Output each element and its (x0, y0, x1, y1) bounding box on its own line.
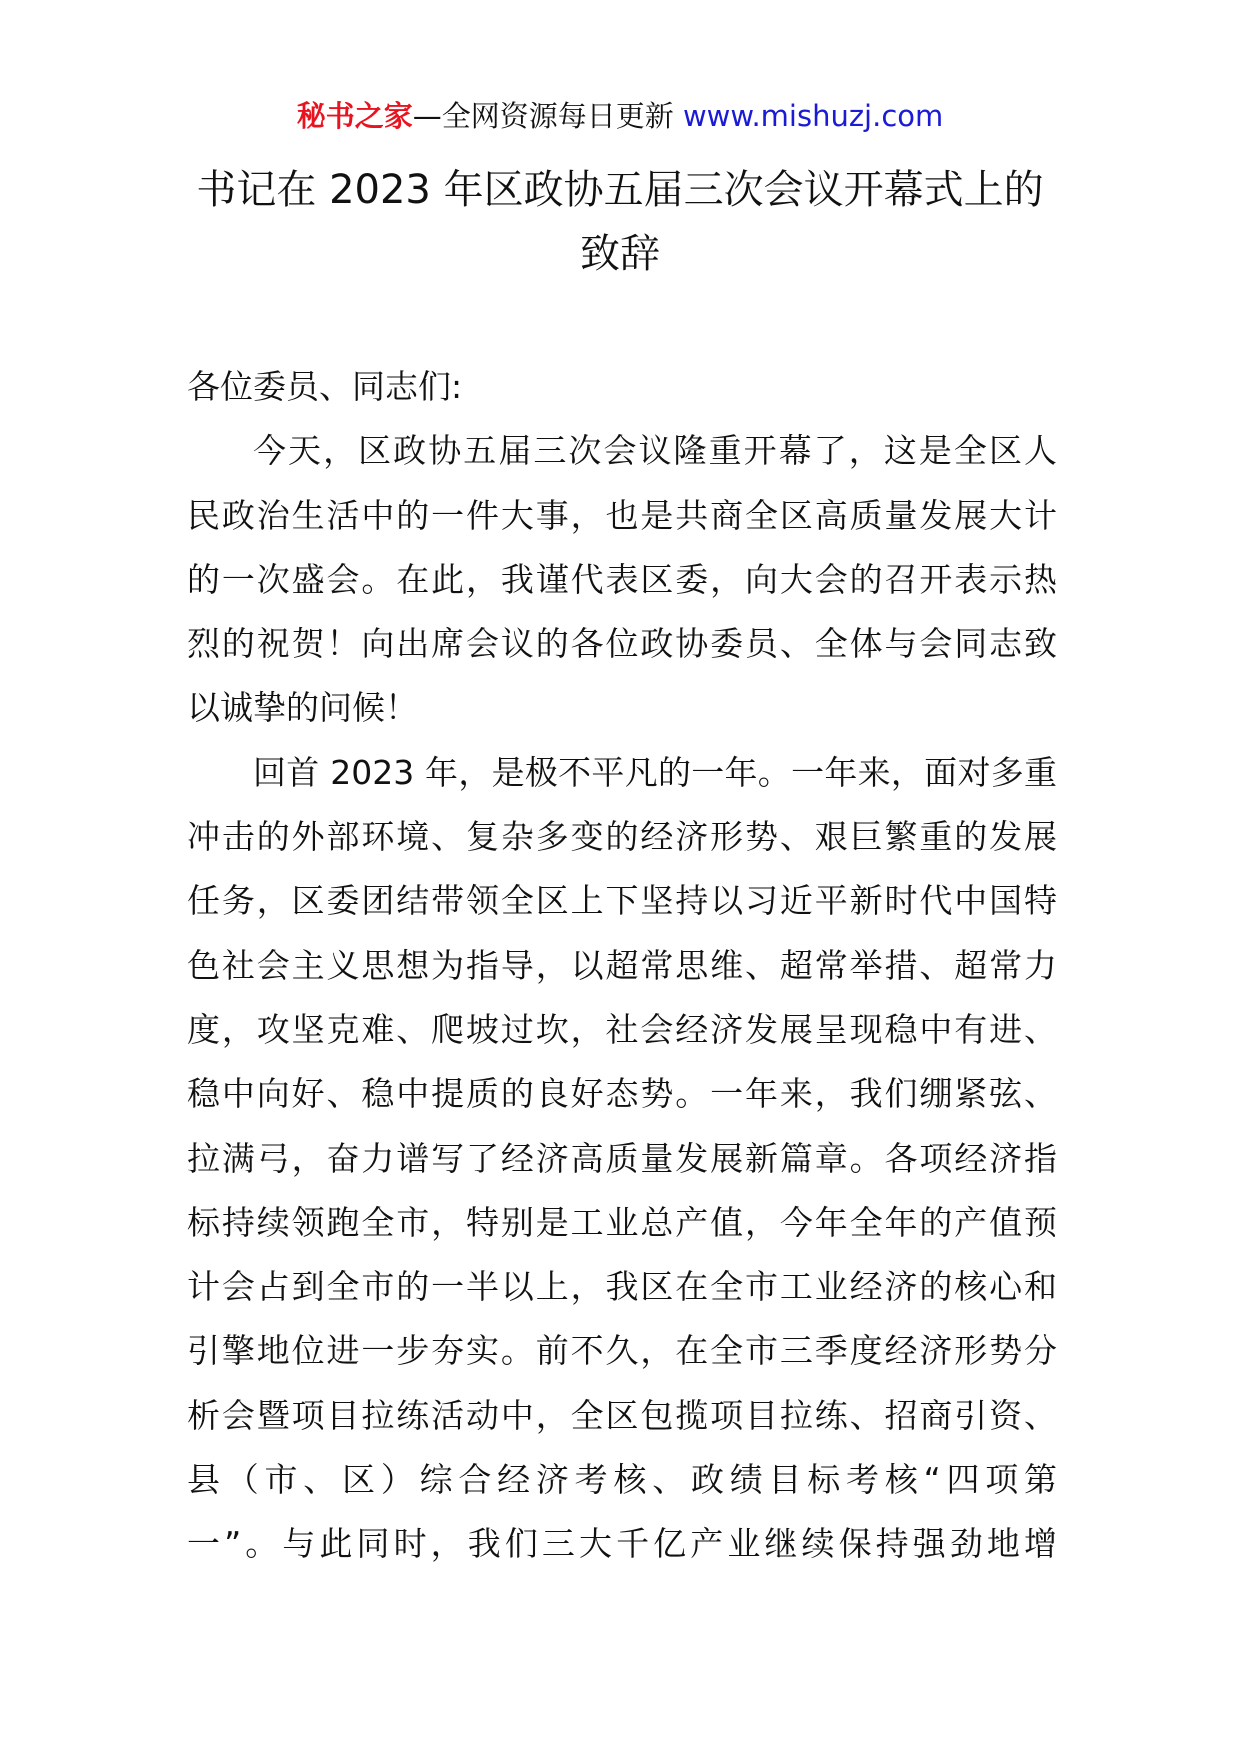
paragraph-2-line: 任务，区委团结带领全区上下坚持以习近平新时代中国特 (187, 881, 1057, 921)
document-title (150, 158, 1090, 286)
paragraph-1-line: 以诚挚的问候！ (187, 688, 418, 728)
paragraph-2-line: 一”。与此同时，我们三大千亿产业继续保持强劲地增 (187, 1524, 1057, 1564)
salutation: 各位委员、同志们: (187, 367, 463, 406)
paragraph-2-line: 拉满弓，奋力谱写了经济高质量发展新篇章。各项经济指 (187, 1138, 1057, 1178)
paragraph-2-line: 析会暨项目拉练活动中，全区包揽项目拉练、招商引资、 (187, 1395, 1057, 1435)
paragraph-2-line: 回首 2023 年，是极不平凡的一年。一年来，面对多重 (253, 752, 1057, 792)
header-tagline: —全网资源每日更新 (412, 99, 683, 133)
brand-name: 秘书之家 (296, 99, 413, 133)
document-body (187, 355, 1057, 1577)
title-line-2: 致辞 (580, 231, 660, 277)
title-line-1: 书记在 2023 年区政协五届三次会议开幕式上的 (196, 167, 1044, 213)
paragraph-2-line: 色社会主义思想为指导，以超常思维、超常举措、超常力 (187, 945, 1057, 985)
paragraph-1-line: 今天，区政协五届三次会议隆重开幕了，这是全区人 (253, 431, 1057, 471)
paragraph-2-line: 标持续领跑全市，特别是工业总产值，今年全年的产值预 (187, 1202, 1057, 1242)
paragraph-1-line: 民政治生活中的一件大事，也是共商全区高质量发展大计 (187, 495, 1057, 535)
paragraph-1-line: 的一次盛会。在此，我谨代表区委，向大会的召开表示热 (187, 559, 1057, 599)
paragraph-2-line: 度，攻坚克难、爬坡过坎，社会经济发展呈现稳中有进、 (187, 1009, 1057, 1049)
paragraph-2-line: 计会占到全市的一半以上，我区在全市工业经济的核心和 (187, 1267, 1057, 1307)
paragraph-1-line: 烈的祝贺！向出席会议的各位政协委员、全体与会同志致 (187, 624, 1057, 664)
paragraph-2-line: 冲击的外部环境、复杂多变的经济形势、艰巨繁重的发展 (187, 817, 1057, 857)
site-url-link[interactable]: www.mishuzj.com (682, 99, 944, 133)
paragraph-2-line: 稳中向好、稳中提质的良好态势。一年来，我们绷紧弦、 (187, 1074, 1057, 1114)
paragraph-2-line: 引擎地位进一步夯实。前不久，在全市三季度经济形势分 (187, 1331, 1057, 1371)
site-header (0, 96, 1240, 136)
paragraph-2-line: 县（市、区）综合经济考核、政绩目标考核“四项第 (187, 1460, 1057, 1500)
